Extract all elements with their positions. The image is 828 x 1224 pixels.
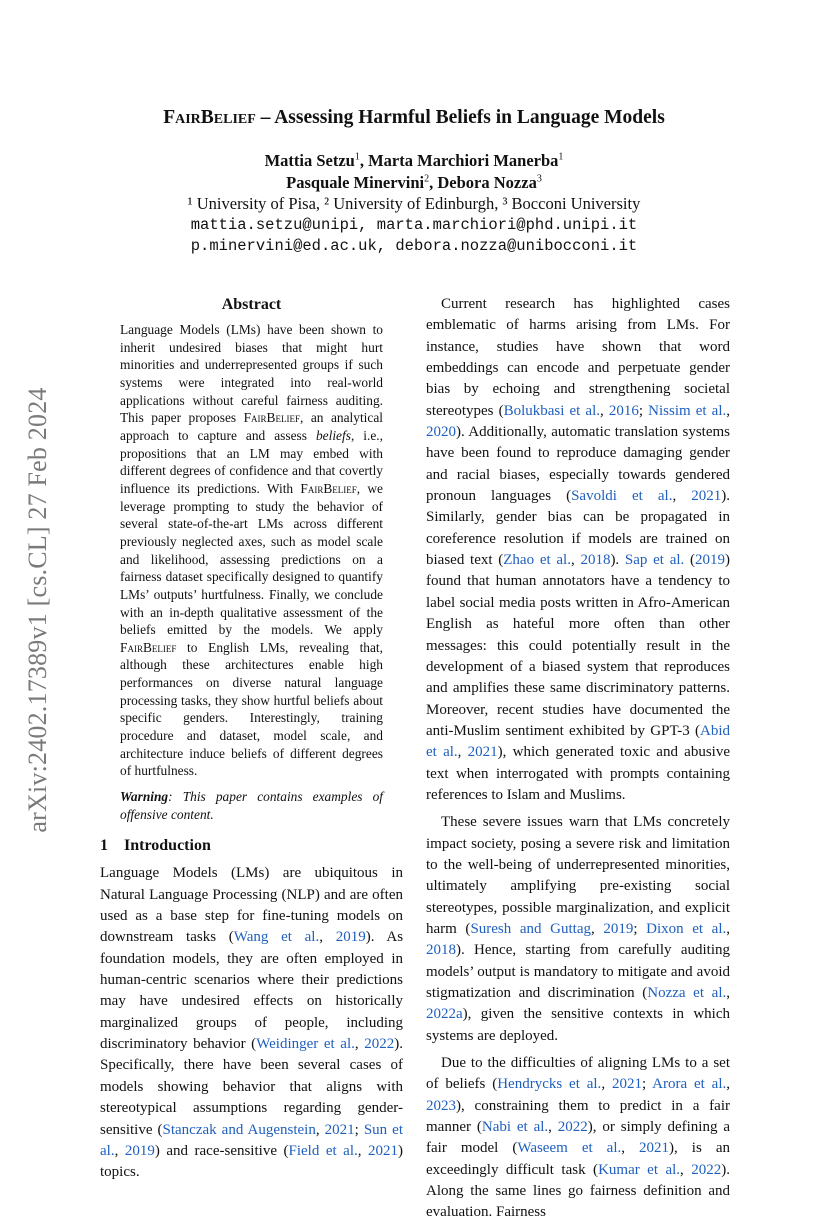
citation-link[interactable]: Sun et al. (100, 1121, 403, 1159)
title-rest: – Assessing Harmful Beliefs in Language Models (255, 107, 665, 128)
citation-link[interactable]: Nozza et al. (647, 985, 727, 1001)
citation-link[interactable]: Field et al. (288, 1142, 358, 1159)
citation-link[interactable]: 2020 (426, 424, 456, 441)
section-heading (100, 835, 403, 857)
right-column (426, 294, 730, 1224)
citation-link[interactable]: Stanczak and Augenstein (162, 1121, 316, 1138)
citation-link[interactable]: 2022a (426, 1006, 463, 1023)
citation-link[interactable]: Abid et al. (426, 722, 730, 761)
title-system-name: FairBelief (163, 107, 256, 128)
author-affil-mark: 1 (354, 151, 360, 163)
citation-link[interactable]: 2021 (324, 1121, 355, 1138)
citation-link[interactable]: 2021 (368, 1142, 399, 1159)
citation-link[interactable]: 2019 (695, 552, 726, 569)
citation-link[interactable]: Arora et al. (652, 1076, 727, 1093)
citation-link[interactable]: Bolukbasi et al. (503, 402, 601, 419)
paper-title (100, 104, 728, 132)
author-name: Mattia Setzu (264, 151, 355, 170)
citation-link[interactable]: 2022 (691, 1161, 722, 1178)
citation-link[interactable]: Suresh and Guttag (470, 920, 591, 937)
citation-link[interactable]: 2018 (426, 942, 456, 959)
author-name: Pasquale Minervini (286, 172, 425, 192)
author-affil-mark: 3 (536, 173, 542, 184)
system-name: FairBelief (120, 639, 177, 655)
affiliations: ¹ University of Pisa, ² University of Edinburgh, ³ Bocconi University (187, 194, 641, 213)
content-warning (100, 788, 403, 823)
warning-text: : This paper contains examples of offensive content. (120, 789, 383, 822)
email-line-1: mattia.setzu@unipi, marta.marchiori@phd.unipi.it (190, 215, 638, 234)
abstract-body (100, 321, 403, 780)
citation-link[interactable]: 2019 (124, 1142, 155, 1159)
citation-link[interactable]: Zhao et al. (503, 552, 571, 569)
citation-link[interactable]: 2023 (426, 1097, 456, 1114)
citation-link[interactable]: 2019 (335, 929, 366, 946)
author-affil-mark: 1 (558, 151, 564, 163)
author-line-1: Mattia Setzu$^1$, Marta Marchiori Manerba$^1$ (264, 151, 564, 170)
citation-link[interactable]: 2021 (611, 1076, 642, 1093)
citation-link[interactable]: Sap et al. (624, 552, 685, 569)
citation-link[interactable]: 2022 (557, 1119, 588, 1136)
email-line-2: p.minervini@ed.ac.uk, debora.nozza@unibocconi.it (190, 237, 638, 255)
citation-link[interactable]: Waseem et al. (517, 1140, 622, 1157)
citation-link[interactable]: Wang et al. (233, 929, 320, 946)
citation-link[interactable]: Dixon et al. (646, 920, 727, 937)
section-title: Introduction (124, 837, 211, 855)
citation-link[interactable]: Weidinger et al. (256, 1036, 355, 1053)
section-number: 1 (100, 837, 108, 855)
citation-link[interactable]: 2019 (603, 920, 634, 937)
system-name: FairBelief (243, 410, 300, 426)
intro-paragraph-1: Language Models (LMs) are ubiquitous in Natural Language Processing (NLP) and are often used as a base step for fine-tuning models on downstream tasks (Wang et al., 2019). As foundation models, they are often employed in human-centric scenarios where their predictions may have undesired effects on historically marginalized groups of people, including discriminatory behavior (Weidinger et al., 2022). Specifically, there have been several cases of models showing behavior that aligns with stereotypical assumptions regarding gender-sensitive (Stanczak and Augenstein, 2021; Sun et al., 2019) and race-sensitive (Field et al., 2021) topics. (100, 865, 404, 1181)
abstract-text: Language Models (LMs) have been shown to inherit undesired biases that might hurt minorities and underrepresented groups if such systems were integrated into real-world applications without careful fairness auditing. This paper proposes FairBelief, an analytical approach to capture and assess beliefs, i.e., propositions that an LM may embed with different degrees of confidence and that covertly influence its predictions. With FairBelief, we leverage prompting to study the behavior of several state-of-the-art LMs across different previously neglected axes, such as model scale and likelihood, assessing predictions on a fairness dataset specifically designed to quantify LMs’ outputs’ hurtfulness. Finally, we conclude with an in-depth qualitative assessment of the beliefs emitted by the models. We apply FairBelief to English LMs, revealing that, although these architectures enable high performances on diverse natural language processing tasks, they show hurtful beliefs about specific genders. Interestingly, training procedure and dataset, model scale, and architecture induce beliefs of different degrees of hurtfulness. (120, 322, 383, 779)
author-name: Debora Nozza (437, 172, 537, 192)
author-affil-mark: 2 (424, 173, 430, 184)
citation-link[interactable]: 2016 (608, 402, 639, 419)
warning-label: Warning (120, 789, 169, 805)
citation-link[interactable]: 2021 (639, 1140, 670, 1157)
citation-link[interactable]: 2018 (580, 552, 611, 569)
intro-paragraph-2: Current research has highlighted cases emblematic of harms arising from LMs. For instance, studies have shown that word embeddings can encode and perpetuate gender bias by echoing and strengthening societal stereotypes (Bolukbasi et al., 2016; Nissim et al., 2020). Additionally, automatic translation systems have been found to reproduce damaging gender and racial biases, especially towards gendered pronoun languages (Savoldi et al., 2021). Similarly, gender bias can be propagated in coreference resolution if models are trained on biased text (Zhao et al., 2018). Sap et al. (2019) found that human annotators have a tendency to label social media posts written in Afro-American English as hateful more often than other messages: this could potentially result in the development of a biased system that reproduces and amplifies these same discriminatory patterns. Moreover, recent studies have documented the anti-Muslim sentiment exhibited by GPT-3 (Abid et al., 2021), which generated toxic and abusive text when interrogated with prompts containing references to Islam and Muslims. (426, 296, 731, 803)
citation-link[interactable]: Hendrycks et al. (497, 1076, 602, 1093)
system-name: FairBelief (300, 480, 357, 496)
citation-link[interactable]: 2022 (364, 1036, 395, 1053)
intro-paragraph-3: These severe issues warn that LMs concretely impact society, posing a severe risk and limitation to the well-being of underrepresented minorities, ultimately amplifying pre-existing social stereotypes, possible marginalization, and explicit harm (Suresh and Guttag, 2019; Dixon et al., 2018). Hence, starting from carefully auditing models’ output is mandatory to mitigate and avoid stigmatization and discrimination (Nozza et al., 2022a), given the sensitive contexts in which systems are deployed. (426, 814, 730, 1044)
author-name: Marta Marchiori Manerba (368, 151, 559, 170)
citation-link[interactable]: Nissim et al. (648, 402, 727, 419)
emphasis-text: beliefs (315, 427, 351, 443)
left-column (100, 294, 403, 1184)
arxiv-stamp (18, 370, 58, 850)
intro-paragraph-4: Due to the difficulties of aligning LMs to a set of beliefs (Hendrycks et al., 2021; Arora et al., 2023), constraining them to predict in a fair manner (Nabi et al., 2022), or simply defining a fair model (Waseem et al., 2021), is an exceedingly difficult task (Kumar et al., 2022). Along the same lines go fairness definition and evaluation. Fairness (426, 1055, 731, 1221)
author-line-2: Pasquale Minervini$^2$, Debora Nozza$^3$ (286, 172, 542, 192)
citation-link[interactable]: 2021 (467, 744, 498, 761)
author-block (100, 150, 728, 258)
citation-link[interactable]: 2021 (691, 488, 722, 505)
citation-link[interactable]: Nabi et al. (481, 1119, 549, 1136)
citation-link[interactable]: Kumar et al. (598, 1161, 681, 1178)
citation-link[interactable]: Savoldi et al. (571, 488, 673, 505)
arxiv-stamp-text: arXiv:2402.17389v1 [cs.CL] 27 Feb 2024 (23, 387, 52, 833)
abstract-heading: Abstract (221, 296, 282, 313)
